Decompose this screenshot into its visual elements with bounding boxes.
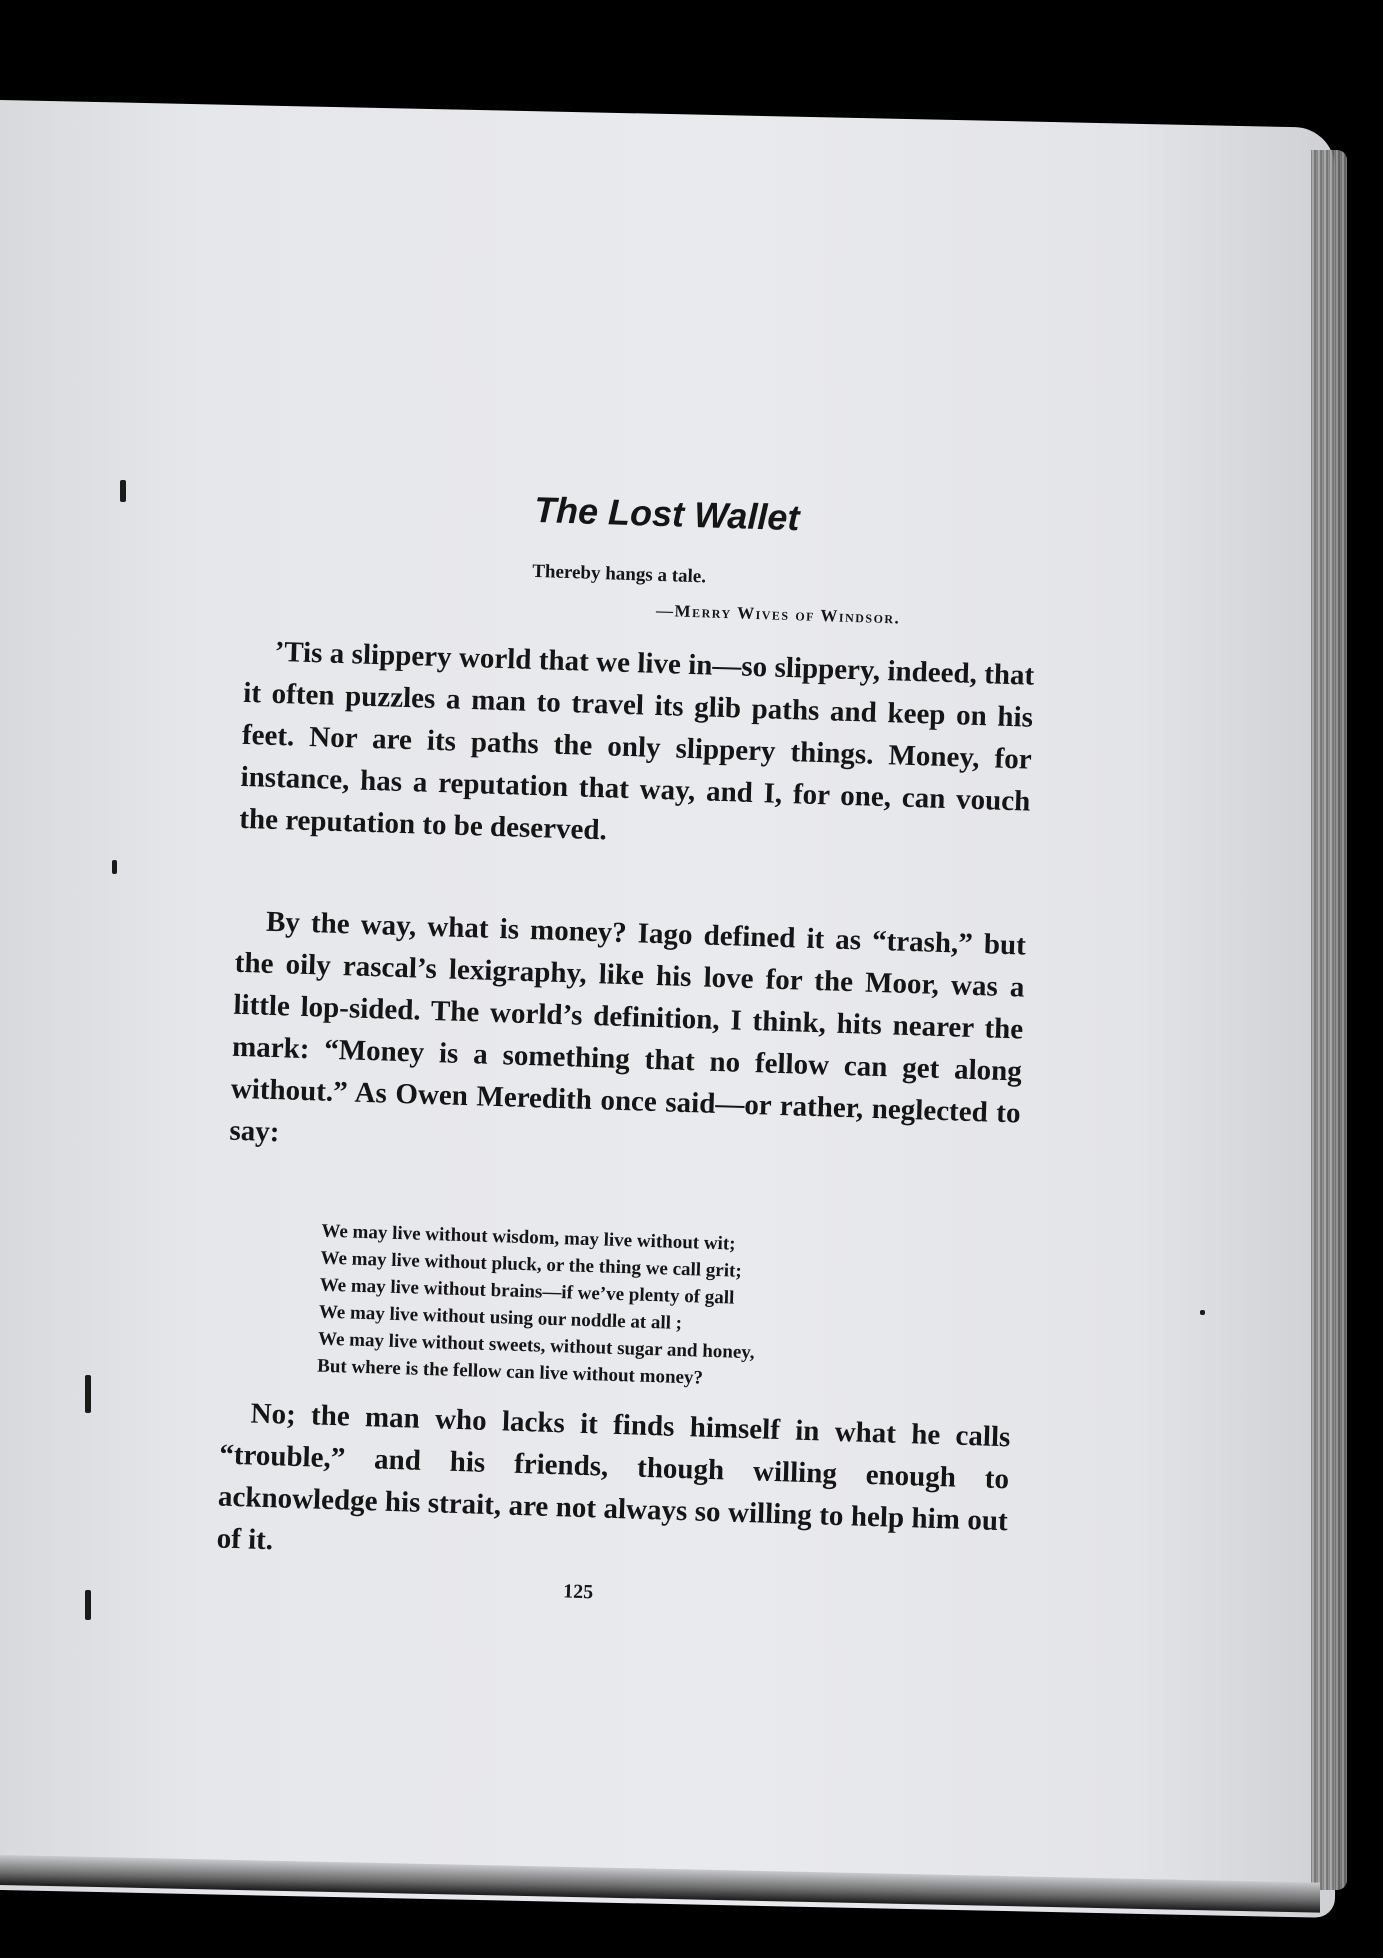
- paragraph: ’Tis a slippery world that we live in—so slippery, indeed, that it often puzzles a man to travel its glib paths and keep on his feet. Nor are its paths the only slippery things. Money, for instance, has a reputation that way, and I, for one, can vouch the reputation to be deserved.: [238, 635, 1035, 847]
- poem-block: [317, 1218, 759, 1394]
- margin-speck: [112, 860, 117, 874]
- poem-line: We may live without sweets, without sugar and honey,: [317, 1328, 755, 1364]
- page-edge-stack: [1311, 150, 1347, 1890]
- margin-speck: [85, 1375, 91, 1413]
- epigraph: Thereby hangs a tale.: [531, 560, 707, 588]
- poem-line: We may live without brains—if we’ve plenty of gall: [319, 1274, 735, 1309]
- paragraph: No; the man who lacks it finds himself in what he calls “trouble,” and his friends, though willing enough to acknowledge his strait, are not always so willing to help him out of it.: [216, 1397, 1011, 1557]
- page-number: 125: [562, 1580, 594, 1604]
- poem-line: We may live without pluck, or the thing we call grit;: [320, 1247, 743, 1282]
- margin-speck: [120, 480, 126, 502]
- poem-line: We may live without using our noddle at all ;: [318, 1301, 683, 1334]
- poem-line: We may live without wisdom, may live without wit;: [321, 1220, 736, 1255]
- poem-line: But where is the fellow can live without money?: [316, 1355, 704, 1389]
- chapter-title: The Lost Wallet: [533, 488, 801, 539]
- margin-speck: [85, 1590, 91, 1620]
- epigraph-attribution: —Merry Wives of Windsor.: [655, 600, 901, 628]
- margin-speck: [1200, 1310, 1205, 1315]
- paragraph: By the way, what is money? Iago defined it as “trash,” but the oily rascal’s lexigraphy, like his love for the Moor, was a little lop-sided. The world’s definition, I think, hits nearer the mark: “Money is a something that no fellow can get along without.” As Owen Meredith once said—or rather, neglected to say:: [229, 905, 1027, 1149]
